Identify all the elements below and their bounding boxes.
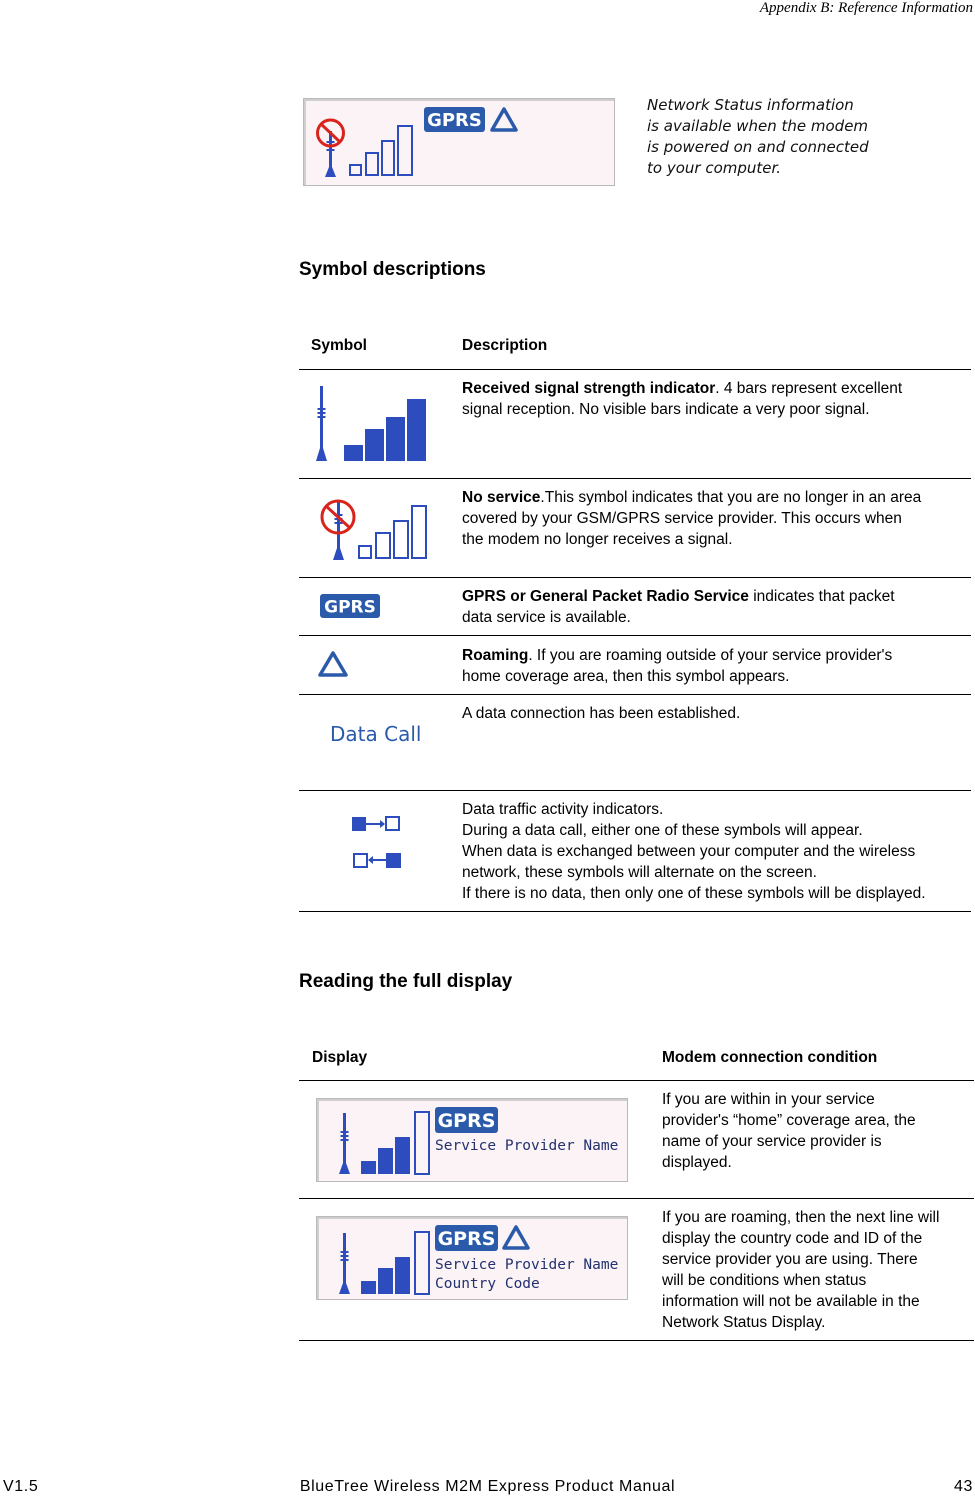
description-line: During a data call, either one of these symbols will appear. bbox=[462, 822, 863, 839]
receive-activity-icon bbox=[354, 853, 401, 868]
table-rule bbox=[299, 790, 971, 791]
description-line: covered by your GSM/GPRS service provider. This occurs when bbox=[462, 510, 902, 527]
description-line bbox=[462, 645, 892, 666]
section-heading-symbols: Symbol descriptions bbox=[299, 259, 486, 280]
gprs-badge bbox=[424, 107, 485, 132]
footer-page-number: 43 bbox=[954, 1478, 973, 1495]
description-line: A data connection has been established. bbox=[462, 705, 741, 722]
network-status-panel bbox=[303, 98, 615, 186]
roaming-triangle-icon bbox=[504, 1227, 528, 1248]
description-line: When data is exchanged between your computer and the wireless bbox=[462, 843, 916, 860]
section-heading-display: Reading the full display bbox=[299, 971, 513, 992]
condition-description bbox=[662, 1207, 939, 1333]
table-rule bbox=[299, 911, 971, 912]
gprs-badge bbox=[435, 1225, 498, 1251]
status-panel-caption bbox=[647, 95, 869, 179]
description-line bbox=[462, 586, 895, 607]
description-line: service provider you are using. There bbox=[662, 1251, 918, 1268]
signal-bar-empty-icon bbox=[415, 1112, 429, 1174]
table-rule bbox=[299, 478, 971, 479]
empty-signal-bars-icon bbox=[350, 126, 412, 175]
signal-strength-icon bbox=[310, 382, 430, 472]
footer-title: BlueTree Wireless M2M Express Product Manual bbox=[299, 1478, 676, 1495]
roaming-triangle-icon bbox=[318, 650, 350, 680]
caption-line: is powered on and connected bbox=[647, 138, 869, 156]
signal-bars-icon bbox=[361, 1137, 410, 1174]
description-line: signal reception. No visible bars indicate a very poor signal. bbox=[462, 401, 870, 418]
description-line: provider's “home” coverage area, the bbox=[662, 1112, 916, 1129]
table-rule bbox=[299, 577, 971, 578]
description-line: If there is no data, then only one of these symbols will be displayed. bbox=[462, 885, 926, 902]
table-rule bbox=[299, 1198, 974, 1199]
display-graphic bbox=[317, 1217, 627, 1299]
description-line: the modem no longer receives a signal. bbox=[462, 531, 733, 548]
description-line: If you are within in your service bbox=[662, 1091, 875, 1108]
data-traffic-icon bbox=[350, 814, 410, 874]
column-header-symbol: Symbol bbox=[311, 337, 367, 354]
country-code: Country Code bbox=[435, 1276, 540, 1292]
footer-version: V1.5 bbox=[3, 1478, 39, 1495]
table-rule bbox=[299, 1080, 974, 1081]
symbol-description bbox=[462, 586, 895, 628]
description-line: If you are roaming, then the next line will bbox=[662, 1209, 940, 1226]
service-provider-name: Service Provider Name bbox=[435, 1138, 619, 1154]
roaming-triangle-icon bbox=[492, 109, 516, 130]
description-text: .This symbol indicates that you are no longer in an area bbox=[540, 489, 922, 506]
running-header: Appendix B: Reference Information bbox=[759, 0, 973, 16]
svg-text:GPRS: GPRS bbox=[427, 110, 482, 131]
svg-text:GPRS: GPRS bbox=[437, 1110, 496, 1132]
signal-bars-icon bbox=[361, 1257, 410, 1294]
description-line: name of your service provider is bbox=[662, 1133, 882, 1150]
table-rule bbox=[299, 369, 971, 370]
description-line bbox=[462, 487, 921, 508]
antenna-icon bbox=[339, 1233, 350, 1294]
svg-text:GPRS: GPRS bbox=[437, 1228, 496, 1250]
symbol-description bbox=[462, 703, 740, 724]
send-activity-icon bbox=[352, 817, 399, 831]
term: Roaming bbox=[462, 647, 529, 664]
description-line: Data traffic activity indicators. bbox=[462, 801, 664, 818]
description-line: home coverage area, then this symbol appears. bbox=[462, 668, 790, 685]
description-text: . If you are roaming outside of your service provider's bbox=[528, 647, 893, 664]
home-network-display bbox=[316, 1098, 628, 1182]
gprs-badge-icon bbox=[320, 594, 382, 620]
description-text: indicates that packet bbox=[748, 588, 895, 605]
description-line: information will not be available in the bbox=[662, 1293, 920, 1310]
caption-line: to your computer. bbox=[647, 159, 782, 177]
description-line: Network Status Display. bbox=[662, 1314, 826, 1331]
no-service-icon bbox=[318, 120, 344, 177]
no-service-icon bbox=[314, 496, 434, 566]
term: Received signal strength indicator bbox=[462, 380, 716, 397]
signal-bar-empty-icon bbox=[415, 1232, 429, 1294]
svg-text:GPRS: GPRS bbox=[324, 597, 376, 618]
column-header-description: Description bbox=[462, 337, 548, 354]
column-header-condition: Modem connection condition bbox=[662, 1049, 878, 1066]
status-panel-graphic bbox=[304, 99, 614, 185]
description-line bbox=[462, 378, 902, 399]
data-call-icon: Data Call bbox=[330, 722, 422, 746]
description-line: data service is available. bbox=[462, 609, 631, 626]
symbol-description bbox=[462, 378, 902, 420]
table-rule bbox=[299, 1340, 974, 1341]
caption-line: Network Status information bbox=[647, 96, 854, 114]
symbol-description bbox=[462, 645, 892, 687]
gprs-badge bbox=[435, 1107, 498, 1133]
description-line: displayed. bbox=[662, 1154, 732, 1171]
description-text: . 4 bars represent excellent bbox=[715, 380, 903, 397]
description-line: display the country code and ID of the bbox=[662, 1230, 923, 1247]
display-graphic bbox=[317, 1099, 627, 1181]
term: No service bbox=[462, 489, 541, 506]
description-line: network, these symbols will alternate on the screen. bbox=[462, 864, 817, 881]
table-rule bbox=[299, 635, 971, 636]
condition-description bbox=[662, 1089, 916, 1173]
symbol-description bbox=[462, 799, 926, 904]
caption-line: is available when the modem bbox=[647, 117, 869, 135]
symbol-description bbox=[462, 487, 921, 550]
service-provider-name: Service Provider Name bbox=[435, 1257, 619, 1273]
roaming-display bbox=[316, 1216, 628, 1300]
column-header-display: Display bbox=[312, 1049, 368, 1066]
antenna-icon bbox=[339, 1113, 350, 1174]
term: GPRS or General Packet Radio Service bbox=[462, 588, 749, 605]
description-line: will be conditions when status bbox=[662, 1272, 867, 1289]
table-rule bbox=[299, 694, 971, 695]
